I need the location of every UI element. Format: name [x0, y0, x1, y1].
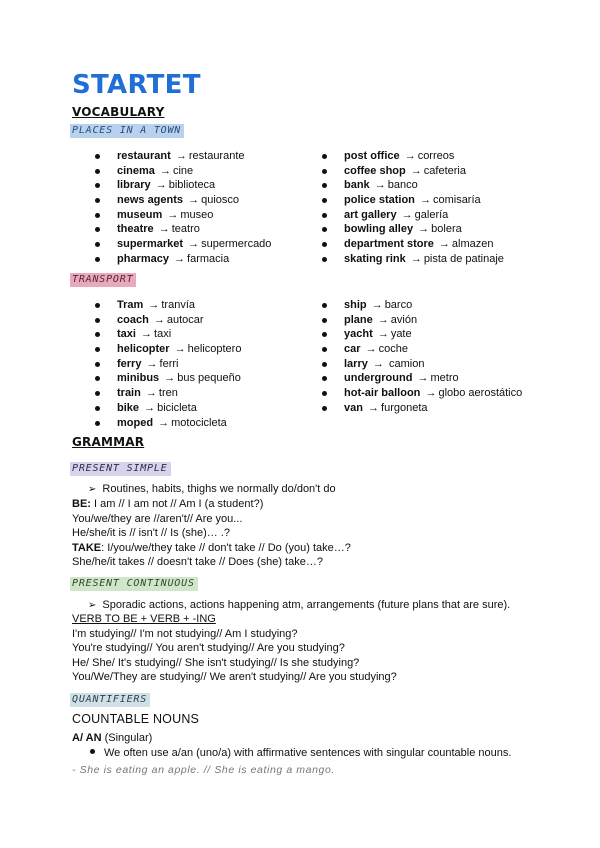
present-simple-line: She/he/it takes // doesn't take // Does (she) take…?	[72, 556, 323, 568]
right-arrow-icon: →	[372, 357, 384, 370]
right-arrow-icon: →	[425, 387, 437, 400]
vocab-translation: tranvía	[161, 299, 195, 311]
a-an-line	[72, 732, 152, 744]
countable-nouns-heading: COUNTABLE NOUNS	[72, 712, 200, 726]
a-an-rest: (Singular)	[101, 732, 153, 744]
vocab-item	[95, 222, 271, 237]
right-arrow-icon: →	[188, 194, 200, 207]
right-arrow-icon: →	[174, 252, 186, 265]
vocab-translation: museo	[180, 208, 214, 221]
right-arrow-icon: →	[145, 387, 157, 400]
present-simple-line: You/we/they are //aren't// Are you...	[72, 513, 243, 525]
vocab-term: coach	[117, 313, 149, 326]
present-simple-line: He/she/it is // isn't // Is (she)… .?	[72, 527, 230, 539]
vocab-translation: taxi	[154, 328, 172, 341]
vocab-item	[322, 149, 504, 164]
vocab-term: ship	[344, 299, 367, 311]
vocab-item	[322, 313, 522, 328]
right-arrow-icon: →	[167, 208, 179, 221]
vocab-translation: galería	[414, 208, 449, 221]
vocab-item	[95, 178, 271, 193]
vocab-item	[322, 342, 522, 357]
vocab-translation: ferri	[159, 357, 179, 370]
vocab-term: bike	[117, 401, 140, 414]
continuous-example-line: You/We/They are studying// We aren't studying// Are you studying?	[72, 671, 397, 683]
right-arrow-icon: →	[148, 299, 160, 311]
vocab-item	[322, 371, 522, 386]
right-arrow-icon: →	[144, 401, 156, 414]
vocab-item	[95, 149, 271, 164]
vocab-translation: correos	[417, 150, 455, 162]
present-simple-be-line	[72, 498, 263, 510]
take-text: : I/you/we/they take // don't take // Do (you) take…?	[101, 542, 351, 554]
places-list-left	[95, 149, 271, 267]
vocab-term: coffee shop	[344, 164, 406, 177]
vocab-term: hot-air balloon	[344, 387, 421, 400]
a-an-rule	[90, 747, 511, 759]
right-arrow-icon: →	[418, 223, 430, 236]
vocab-item	[322, 298, 522, 313]
vocab-translation: helicoptero	[187, 343, 242, 356]
vocab-translation: cine	[172, 164, 194, 177]
present-simple-tag: PRESENT SIMPLE	[70, 462, 171, 476]
transport-list-left	[95, 298, 241, 430]
vocab-item	[95, 164, 271, 179]
vocab-term: Tram	[117, 299, 144, 311]
right-arrow-icon: →	[155, 179, 167, 192]
vocab-item	[95, 357, 241, 372]
right-arrow-icon: →	[153, 313, 165, 326]
vocab-item	[95, 386, 241, 401]
vocab-item	[322, 252, 504, 267]
right-arrow-icon: →	[374, 179, 386, 192]
right-arrow-icon: →	[174, 343, 186, 356]
arrow-bullet-icon: ➢	[88, 484, 97, 495]
vocab-item	[95, 313, 241, 328]
vocab-item	[322, 386, 522, 401]
vocab-term: pharmacy	[117, 252, 169, 265]
transport-tag: TRANSPORT	[70, 273, 136, 287]
present-simple-bullet	[88, 483, 336, 495]
vocab-term: news agents	[117, 194, 184, 207]
vocab-translation: motocicleta	[171, 416, 227, 429]
right-arrow-icon: →	[410, 252, 422, 265]
right-arrow-icon: →	[404, 150, 416, 162]
vocab-term: yacht	[344, 328, 373, 341]
grammar-heading: GRAMMAR	[72, 435, 145, 449]
vocab-term: ferry	[117, 357, 142, 370]
present-continuous-bullet	[88, 599, 510, 611]
vocab-term: bowling alley	[344, 223, 414, 236]
vocab-item	[322, 208, 504, 223]
right-arrow-icon: →	[438, 238, 450, 251]
right-arrow-icon: →	[377, 313, 389, 326]
vocab-term: museum	[117, 208, 163, 221]
right-arrow-icon: →	[159, 164, 171, 177]
vocab-term: police station	[344, 194, 415, 207]
present-continuous-tag: PRESENT CONTINUOUS	[70, 577, 198, 591]
right-arrow-icon: →	[146, 357, 158, 370]
a-an-label: A/ AN	[72, 732, 102, 744]
vocab-item	[95, 342, 241, 357]
arrow-bullet-icon: ➢	[88, 600, 97, 611]
vocab-translation: supermercado	[201, 238, 272, 251]
vocab-term: department store	[344, 238, 434, 251]
vocab-term: plane	[344, 313, 373, 326]
right-arrow-icon: →	[175, 150, 187, 162]
vocab-item	[95, 298, 241, 313]
vocab-translation: camion	[385, 357, 425, 370]
vocab-item	[322, 327, 522, 342]
vocab-translation: bicicleta	[157, 401, 197, 414]
right-arrow-icon: →	[368, 401, 380, 414]
vocab-item	[95, 237, 271, 252]
vocab-term: helicopter	[117, 343, 170, 356]
vocab-term: underground	[344, 372, 413, 385]
vocab-translation: globo aerostático	[438, 387, 523, 400]
vocab-translation: banco	[387, 179, 418, 192]
vocab-item	[95, 193, 271, 208]
vocab-term: skating rink	[344, 252, 406, 265]
right-arrow-icon: →	[158, 223, 170, 236]
vocab-item	[95, 416, 241, 431]
vocab-translation: yate	[390, 328, 412, 341]
a-an-example: - She is eating an apple. // She is eating a mango.	[72, 764, 335, 776]
vocab-term: moped	[117, 416, 154, 429]
quantifiers-tag: QUANTIFIERS	[70, 693, 150, 707]
continuous-example-line: You're studying// You aren't studying// Are you studying?	[72, 642, 345, 654]
present-simple-take-line	[72, 542, 351, 554]
vocab-item	[95, 327, 241, 342]
vocab-item	[95, 252, 271, 267]
transport-list-right	[322, 298, 522, 416]
right-arrow-icon: →	[188, 238, 200, 251]
vocab-term: art gallery	[344, 208, 397, 221]
right-arrow-icon: →	[164, 372, 176, 385]
vocab-item	[322, 178, 504, 193]
vocab-translation: cafeteria	[423, 164, 466, 177]
vocab-translation: biblioteca	[168, 179, 216, 192]
vocab-term: train	[117, 387, 141, 400]
vocab-translation: furgoneta	[381, 401, 428, 414]
vocab-item	[322, 222, 504, 237]
places-in-a-town-tag: PLACES IN A TOWN	[70, 124, 184, 138]
vocab-translation: comisaría	[432, 194, 481, 207]
present-simple-bullet-text: Routines, habits, thighs we normally do/don't do	[102, 483, 336, 495]
vocab-term: cinema	[117, 164, 155, 177]
vocab-translation: quiosco	[201, 194, 240, 207]
vocab-term: taxi	[117, 328, 136, 341]
vocab-term: bank	[344, 179, 370, 192]
a-an-rule-text: We often use a/an (uno/a) with affirmative sentences with singular countable nouns.	[104, 747, 512, 759]
vocab-item	[322, 237, 504, 252]
vocab-term: post office	[344, 150, 400, 162]
vocab-translation: metro	[430, 372, 459, 385]
continuous-example-line: I'm studying// I'm not studying// Am I studying?	[72, 628, 298, 640]
vocab-term: van	[344, 401, 363, 414]
vocab-translation: bolera	[431, 223, 462, 236]
right-arrow-icon: →	[377, 328, 389, 341]
continuous-example-line: He/ She/ It's studying// She isn't studying// Is she studying?	[72, 657, 360, 669]
right-arrow-icon: →	[410, 164, 422, 177]
vocab-item	[322, 193, 504, 208]
right-arrow-icon: →	[365, 343, 377, 356]
vocab-translation: barco	[384, 299, 413, 311]
right-arrow-icon: →	[419, 194, 431, 207]
vocab-term: theatre	[117, 223, 154, 236]
vocabulary-heading: VOCABULARY	[72, 105, 165, 119]
page-title: STARTET	[72, 70, 201, 100]
right-arrow-icon: →	[141, 328, 153, 341]
vocab-term: library	[117, 179, 151, 192]
vocab-translation: avión	[390, 313, 418, 326]
right-arrow-icon: →	[417, 372, 429, 385]
vocab-translation: restaurante	[188, 150, 245, 162]
vocab-translation: coche	[378, 343, 408, 356]
vocab-translation: teatro	[171, 223, 200, 236]
vocab-translation: pista de patinaje	[423, 252, 504, 265]
vocab-item	[322, 164, 504, 179]
vocab-translation: bus pequeño	[177, 372, 241, 385]
vocab-term: supermarket	[117, 238, 184, 251]
be-text: I am // I am not // Am I (a student?)	[90, 498, 264, 510]
be-label: BE:	[72, 498, 91, 510]
vocab-term: larry	[344, 357, 368, 370]
vocab-term: car	[344, 343, 361, 356]
vocab-item	[322, 357, 522, 372]
vocab-item	[95, 371, 241, 386]
continuous-formula: VERB TO BE + VERB + -ING	[72, 613, 216, 625]
right-arrow-icon: →	[371, 299, 383, 311]
vocab-translation: farmacia	[187, 252, 230, 265]
take-label: TAKE	[72, 542, 102, 554]
vocab-item	[95, 401, 241, 416]
vocab-item	[322, 401, 522, 416]
vocab-translation: almazen	[451, 238, 494, 251]
vocab-translation: tren	[158, 387, 178, 400]
vocab-item	[95, 208, 271, 223]
bullet-dot-icon	[90, 749, 95, 754]
vocab-term: minibus	[117, 372, 160, 385]
places-list-right	[322, 149, 504, 267]
right-arrow-icon: →	[401, 208, 413, 221]
present-continuous-bullet-text: Sporadic actions, actions happening atm, arrangements (future plans that are sure).	[102, 599, 511, 611]
right-arrow-icon: →	[158, 416, 170, 429]
vocab-translation: autocar	[166, 313, 204, 326]
vocab-term: restaurant	[117, 150, 171, 162]
